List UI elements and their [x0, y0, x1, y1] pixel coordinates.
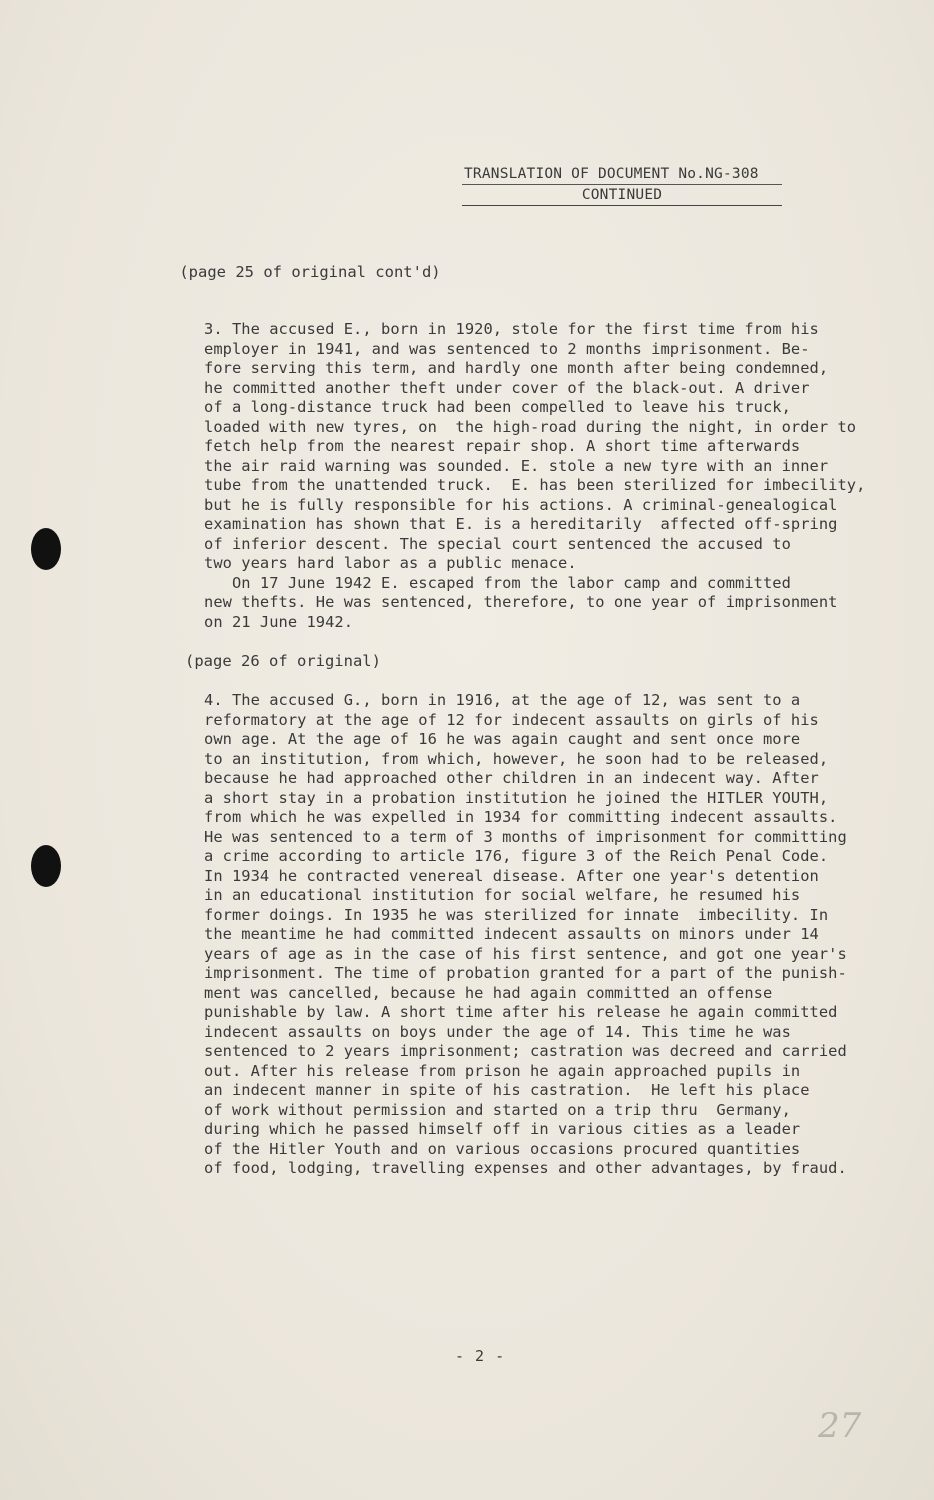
text-line: own age. At the age of 16 he was again caught and sent once more — [204, 730, 801, 748]
text-line: new thefts. He was sentenced, therefore, to one year of imprisonment — [204, 593, 838, 611]
text-line: of the Hitler Youth and on various occasions procured quantities — [204, 1139, 801, 1158]
text-line: during which he passed himself off in various cities as a leader — [204, 1120, 801, 1138]
text-line: to an institution, from which, however, he soon had to be released, — [204, 749, 829, 768]
punch-hole — [31, 528, 61, 570]
text-line: fetch help from the nearest repair shop. A short time afterwards — [204, 437, 801, 455]
punch-hole — [31, 845, 61, 887]
page-number: - 2 - — [455, 1347, 506, 1365]
text-line: of work without permission and started on a trip thru Germany, — [204, 1100, 791, 1119]
text-line: of a long-distance truck had been compelled to leave his truck, — [204, 398, 791, 416]
text-line: punishable by law. A short time after his release he again committed — [204, 1003, 838, 1021]
text-line: In 1934 he contracted venereal disease. After one year's detention — [204, 866, 819, 885]
text-line: a crime according to article 176, figure 3 of the Reich Penal Code. — [204, 847, 829, 865]
text-line: out. After his release from prison he again approached pupils in — [204, 1061, 801, 1080]
text-line: the meantime he had committed indecent assaults on minors under 14 — [204, 925, 819, 943]
text-line: years of age as in the case of his first sentence, and got one year's — [204, 944, 847, 963]
text-line: an indecent manner in spite of his castration. He left his place — [204, 1081, 810, 1099]
text-line: ment was cancelled, because he had again committed an offense — [204, 983, 773, 1002]
text-line: a short stay in a probation institution he joined the HITLER YOUTH, — [204, 788, 829, 807]
text-line: He was sentenced to a term of 3 months of imprisonment for committing — [204, 827, 847, 846]
text-line: examination has shown that E. is a hereditarily affected off-spring — [204, 515, 838, 533]
text-line: On 17 June 1942 E. escaped from the labor camp and committed — [204, 573, 791, 592]
handwritten-page-number: 27 — [818, 1406, 862, 1446]
text-line: from which he was expelled in 1934 for committing indecent assaults. — [204, 808, 838, 826]
text-line: two years hard labor as a public menace. — [204, 554, 577, 572]
text-line: former doings. In 1935 he was sterilized for innate imbecility. In — [204, 905, 829, 924]
text-line: 4. The accused G., born in 1916, at the age of 12, was sent to a — [204, 691, 801, 709]
text-line: of food, lodging, travelling expenses and other advantages, by fraud. — [204, 1159, 847, 1177]
text-line: employer in 1941, and was sentenced to 2 months imprisonment. Be- — [204, 339, 810, 358]
paragraph-4 — [204, 691, 884, 1179]
text-line: but he is fully responsible for his actions. A criminal-genealogical — [204, 495, 838, 514]
paragraph-3 — [204, 320, 884, 632]
text-line: on 21 June 1942. — [204, 612, 354, 631]
text-line: 3. The accused E., born in 1920, stole for the first time from his — [204, 320, 819, 338]
text-line: in an educational institution for social welfare, he resumed his — [204, 886, 801, 904]
text-line: tube from the unattended truck. E. has been sterilized for imbecility, — [204, 476, 866, 494]
document-header — [462, 166, 782, 203]
text-line: because he had approached other children in an indecent way. After — [204, 769, 819, 787]
text-line: the air raid warning was sounded. E. stole a new tyre with an inner — [204, 456, 829, 475]
page-reference-25: (page 25 of original cont'd) — [179, 263, 441, 281]
text-line: loaded with new tyres, on the high-road during the night, in order to — [204, 417, 857, 436]
header-title: TRANSLATION OF DOCUMENT No.NG-308 — [462, 166, 782, 185]
text-line: he committed another theft under cover of the black-out. A driver — [204, 378, 810, 397]
header-continued: CONTINUED — [581, 187, 663, 203]
text-line: sentenced to 2 years imprisonment; castration was decreed and carried — [204, 1042, 847, 1060]
text-line: of inferior descent. The special court sentenced the accused to — [204, 534, 791, 553]
text-line: reformatory at the age of 12 for indecent assaults on girls of his — [204, 710, 819, 729]
text-line: fore serving this term, and hardly one month after being condemned, — [204, 359, 829, 377]
text-line: indecent assaults on boys under the age of 14. This time he was — [204, 1022, 791, 1041]
page-reference-26: (page 26 of original) — [185, 652, 381, 670]
header-underline — [462, 205, 782, 206]
text-line: imprisonment. The time of probation granted for a part of the punish- — [204, 964, 847, 982]
